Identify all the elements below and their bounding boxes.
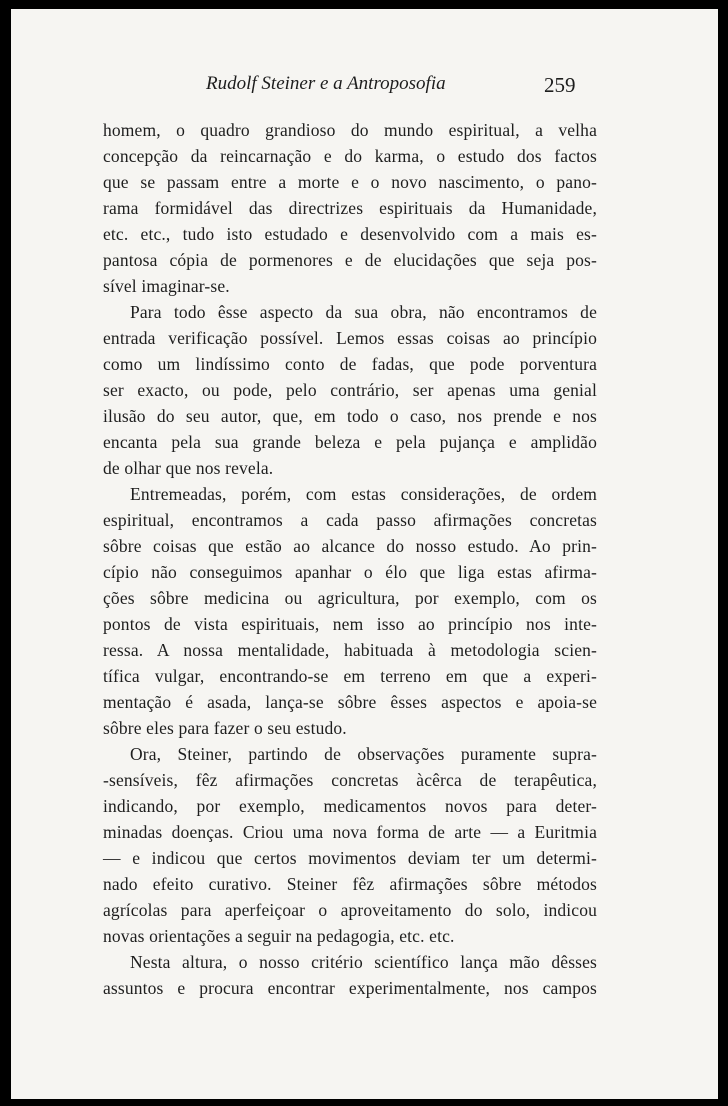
text-line: concepção da reincarnação e do karma, o estudo dos factos (103, 146, 597, 166)
text-line: ressa. A nossa mentalidade, habituada à metodologia scien- (103, 640, 597, 660)
running-head (11, 73, 718, 103)
text-line: Para todo êsse aspecto da sua obra, não encontramos de (130, 302, 597, 322)
text-line: sível imaginar-se. (103, 276, 230, 296)
text-line: indicando, por exemplo, medicamentos novos para deter- (103, 796, 597, 816)
text-line: cípio não conseguimos apanhar o élo que liga estas afirma- (103, 562, 597, 582)
book-page (11, 9, 718, 1099)
text-line: homem, o quadro grandioso do mundo espiritual, a velha (103, 120, 597, 140)
text-line: Entremeadas, porém, com estas considerações, de ordem (130, 484, 597, 504)
text-line: ser exacto, ou pode, pelo contrário, ser apenas uma genial (103, 380, 597, 400)
text-line: -sensíveis, fêz afirmações concretas àcêrca de terapêutica, (103, 770, 597, 790)
text-line: rama formidável das directrizes espirituais da Humanidade, (103, 198, 597, 218)
text-line: ilusão do seu autor, que, em todo o caso, nos prende e nos (103, 406, 597, 426)
text-line: minadas doenças. Criou uma nova forma de arte — a Euritmia (103, 822, 597, 842)
text-line: pantosa cópia de pormenores e de elucidações que seja pos- (103, 250, 597, 270)
text-line: que se passam entre a morte e o novo nascimento, o pano- (103, 172, 597, 192)
paragraph (103, 741, 597, 949)
paragraph (103, 117, 597, 299)
text-line: Ora, Steiner, partindo de observações puramente supra- (130, 744, 597, 764)
paragraph (103, 299, 597, 481)
text-line: pontos de vista espirituais, nem isso ao princípio nos inte- (103, 614, 597, 634)
text-line: tífica vulgar, encontrando-se em terreno em que a experi- (103, 666, 597, 686)
text-line: entrada verificação possível. Lemos essas coisas ao princípio (103, 328, 597, 348)
body-text (103, 117, 597, 1001)
text-line: sôbre eles para fazer o seu estudo. (103, 718, 347, 738)
text-line: Nesta altura, o nosso critério scientífico lança mão dêsses (130, 952, 597, 972)
running-title: Rudolf Steiner e a Antroposofia (206, 73, 446, 94)
text-line: mentação é asada, lança-se sôbre êsses aspectos e apoia-se (103, 692, 597, 712)
text-line: sôbre coisas que estão ao alcance do nosso estudo. Ao prin- (103, 536, 597, 556)
text-line: — e indicou que certos movimentos deviam ter um determi- (103, 848, 597, 868)
paragraph (103, 949, 597, 1001)
text-line: encanta pela sua grande beleza e pela pujança e amplidão (103, 432, 597, 452)
text-line: ções sôbre medicina ou agricultura, por exemplo, com os (103, 588, 597, 608)
paragraph (103, 481, 597, 741)
page-number: 259 (544, 73, 576, 97)
text-line: assuntos e procura encontrar experimentalmente, nos campos (103, 978, 597, 998)
text-line: agrícolas para aperfeiçoar o aproveitamento do solo, indicou (103, 900, 597, 920)
text-line: etc. etc., tudo isto estudado e desenvolvido com a mais es- (103, 224, 597, 244)
text-line: como um lindíssimo conto de fadas, que pode porventura (103, 354, 597, 374)
text-line: espiritual, encontramos a cada passo afirmações concretas (103, 510, 597, 530)
text-line: de olhar que nos revela. (103, 458, 274, 478)
text-line: novas orientações a seguir na pedagogia, etc. etc. (103, 926, 455, 946)
text-line: nado efeito curativo. Steiner fêz afirmações sôbre métodos (103, 874, 597, 894)
